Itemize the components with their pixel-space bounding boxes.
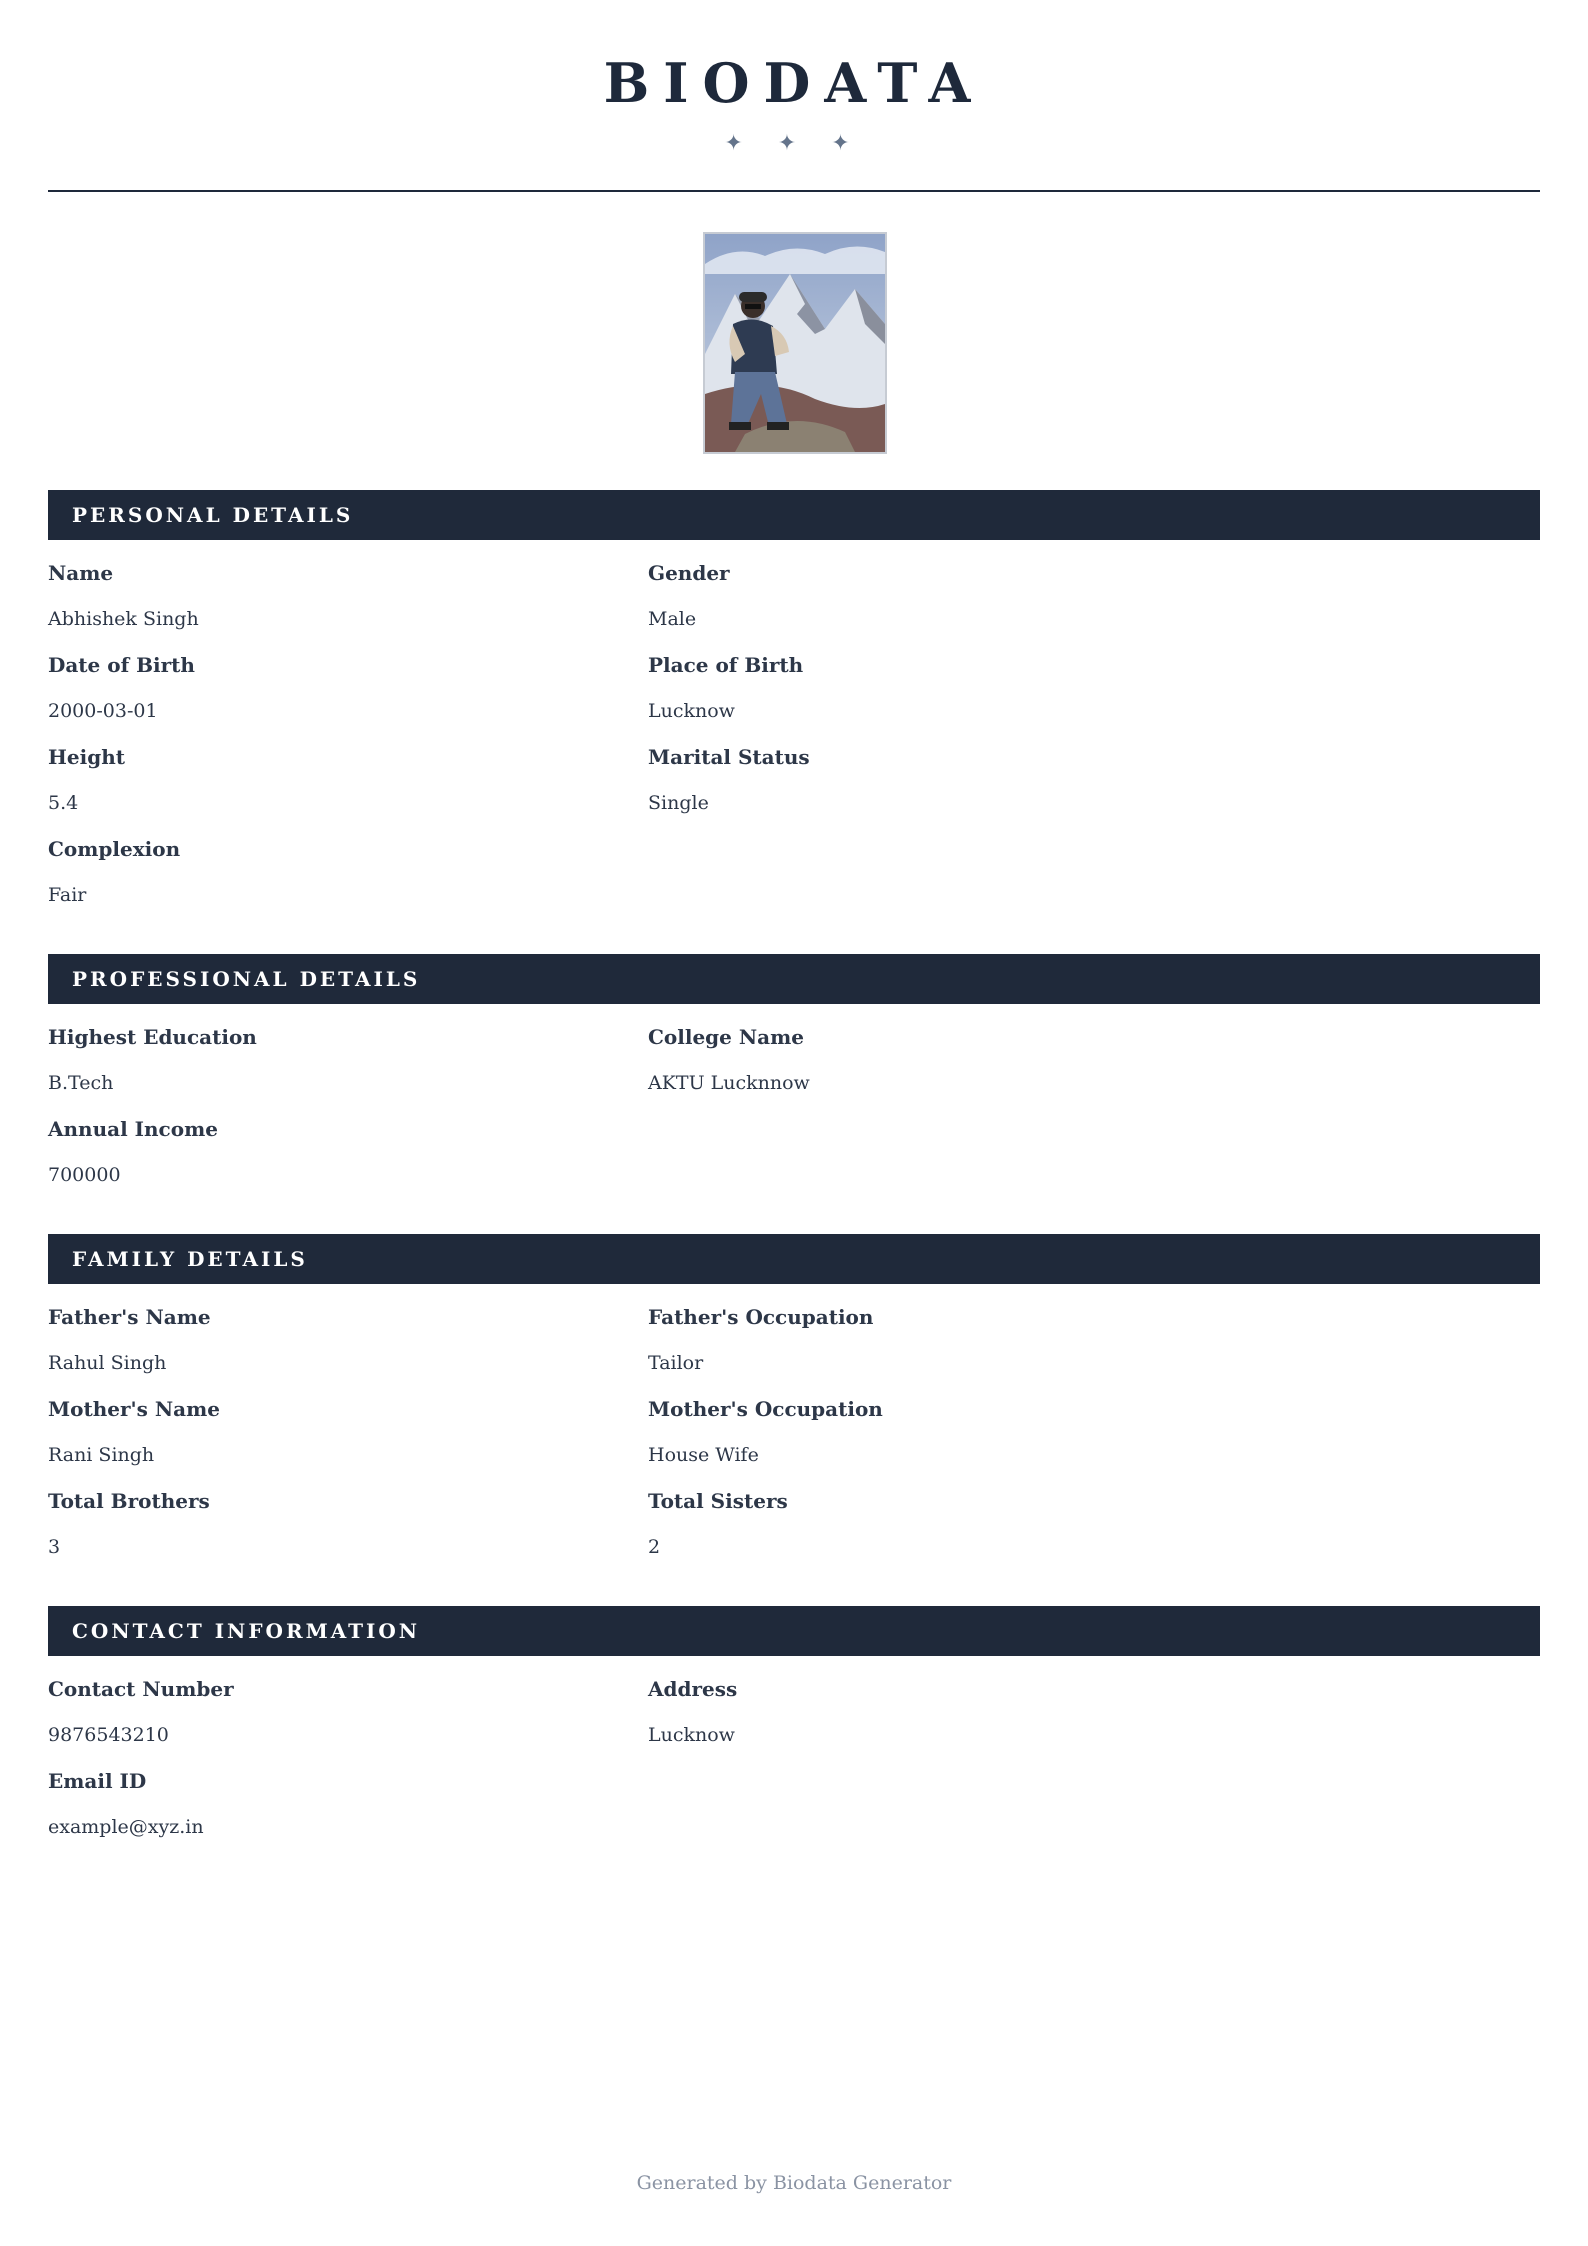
income-value: 700000 — [48, 1164, 121, 1186]
father-name-value: Rahul Singh — [48, 1352, 167, 1374]
height-label: Height — [48, 745, 125, 769]
name-value: Abhishek Singh — [48, 608, 199, 630]
father-name-label: Father's Name — [48, 1305, 211, 1329]
complexion-label: Complexion — [48, 837, 181, 861]
personal-details-heading: PERSONAL DETAILS — [48, 490, 1540, 540]
dob-field — [48, 642, 648, 734]
income-label: Annual Income — [48, 1117, 218, 1141]
height-value: 5.4 — [48, 792, 79, 814]
sisters-field — [648, 1478, 1540, 1570]
college-label: College Name — [648, 1025, 804, 1049]
mother-occupation-label: Mother's Occupation — [648, 1397, 883, 1421]
mother-name-value: Rani Singh — [48, 1444, 155, 1466]
address-label: Address — [648, 1677, 738, 1701]
complexion-value: Fair — [48, 884, 87, 906]
mother-name-field — [48, 1386, 648, 1478]
contact-number-label: Contact Number — [48, 1677, 234, 1701]
sisters-value: 2 — [648, 1536, 661, 1558]
sisters-label: Total Sisters — [648, 1489, 788, 1513]
contact-information-heading: CONTACT INFORMATION — [48, 1606, 1540, 1656]
mother-occupation-field — [648, 1386, 1540, 1478]
biodata-page — [48, 0, 1540, 2246]
email-label: Email ID — [48, 1769, 147, 1793]
dob-label: Date of Birth — [48, 653, 195, 677]
education-value: B.Tech — [48, 1072, 114, 1094]
father-occupation-field — [648, 1294, 1540, 1386]
name-field — [48, 550, 648, 642]
brothers-field — [48, 1478, 648, 1570]
address-value: Lucknow — [648, 1724, 735, 1746]
contact-number-value: 9876543210 — [48, 1724, 169, 1746]
gender-label: Gender — [648, 561, 730, 585]
complexion-field — [48, 826, 648, 918]
professional-details-heading: PROFESSIONAL DETAILS — [48, 954, 1540, 1004]
contact-information-section — [48, 1606, 1540, 1850]
marital-status-value: Single — [648, 792, 709, 814]
college-value: AKTU Lucknnow — [648, 1072, 810, 1094]
footer-credit: Generated by Biodata Generator — [636, 2172, 952, 2194]
document-title: BIODATA — [603, 51, 985, 115]
marital-status-label: Marital Status — [648, 745, 810, 769]
father-occupation-label: Father's Occupation — [648, 1305, 874, 1329]
title-divider — [48, 190, 1540, 192]
email-field — [48, 1758, 648, 1850]
personal-details-section — [48, 490, 1540, 918]
income-field — [48, 1106, 648, 1198]
gender-field — [648, 550, 1540, 642]
address-field — [648, 1666, 1540, 1758]
education-label: Highest Education — [48, 1025, 257, 1049]
father-occupation-value: Tailor — [648, 1352, 704, 1374]
gender-value: Male — [648, 608, 697, 630]
college-field — [648, 1014, 1540, 1106]
profile-photo — [703, 232, 887, 454]
brothers-label: Total Brothers — [48, 1489, 210, 1513]
family-details-section — [48, 1234, 1540, 1570]
place-of-birth-label: Place of Birth — [648, 653, 804, 677]
professional-details-section — [48, 954, 1540, 1198]
marital-status-field — [648, 734, 1540, 826]
family-details-heading: FAMILY DETAILS — [48, 1234, 1540, 1284]
education-field — [48, 1014, 648, 1106]
name-label: Name — [48, 561, 114, 585]
title-ornament: ✦ ✦ ✦ — [724, 131, 864, 156]
email-value: example@xyz.in — [48, 1816, 204, 1838]
contact-number-field — [48, 1666, 648, 1758]
place-of-birth-field — [648, 642, 1540, 734]
mother-name-label: Mother's Name — [48, 1397, 220, 1421]
mother-occupation-value: House Wife — [648, 1444, 759, 1466]
father-name-field — [48, 1294, 648, 1386]
height-field — [48, 734, 648, 826]
brothers-value: 3 — [48, 1536, 61, 1558]
place-of-birth-value: Lucknow — [648, 700, 735, 722]
dob-value: 2000-03-01 — [48, 700, 158, 722]
